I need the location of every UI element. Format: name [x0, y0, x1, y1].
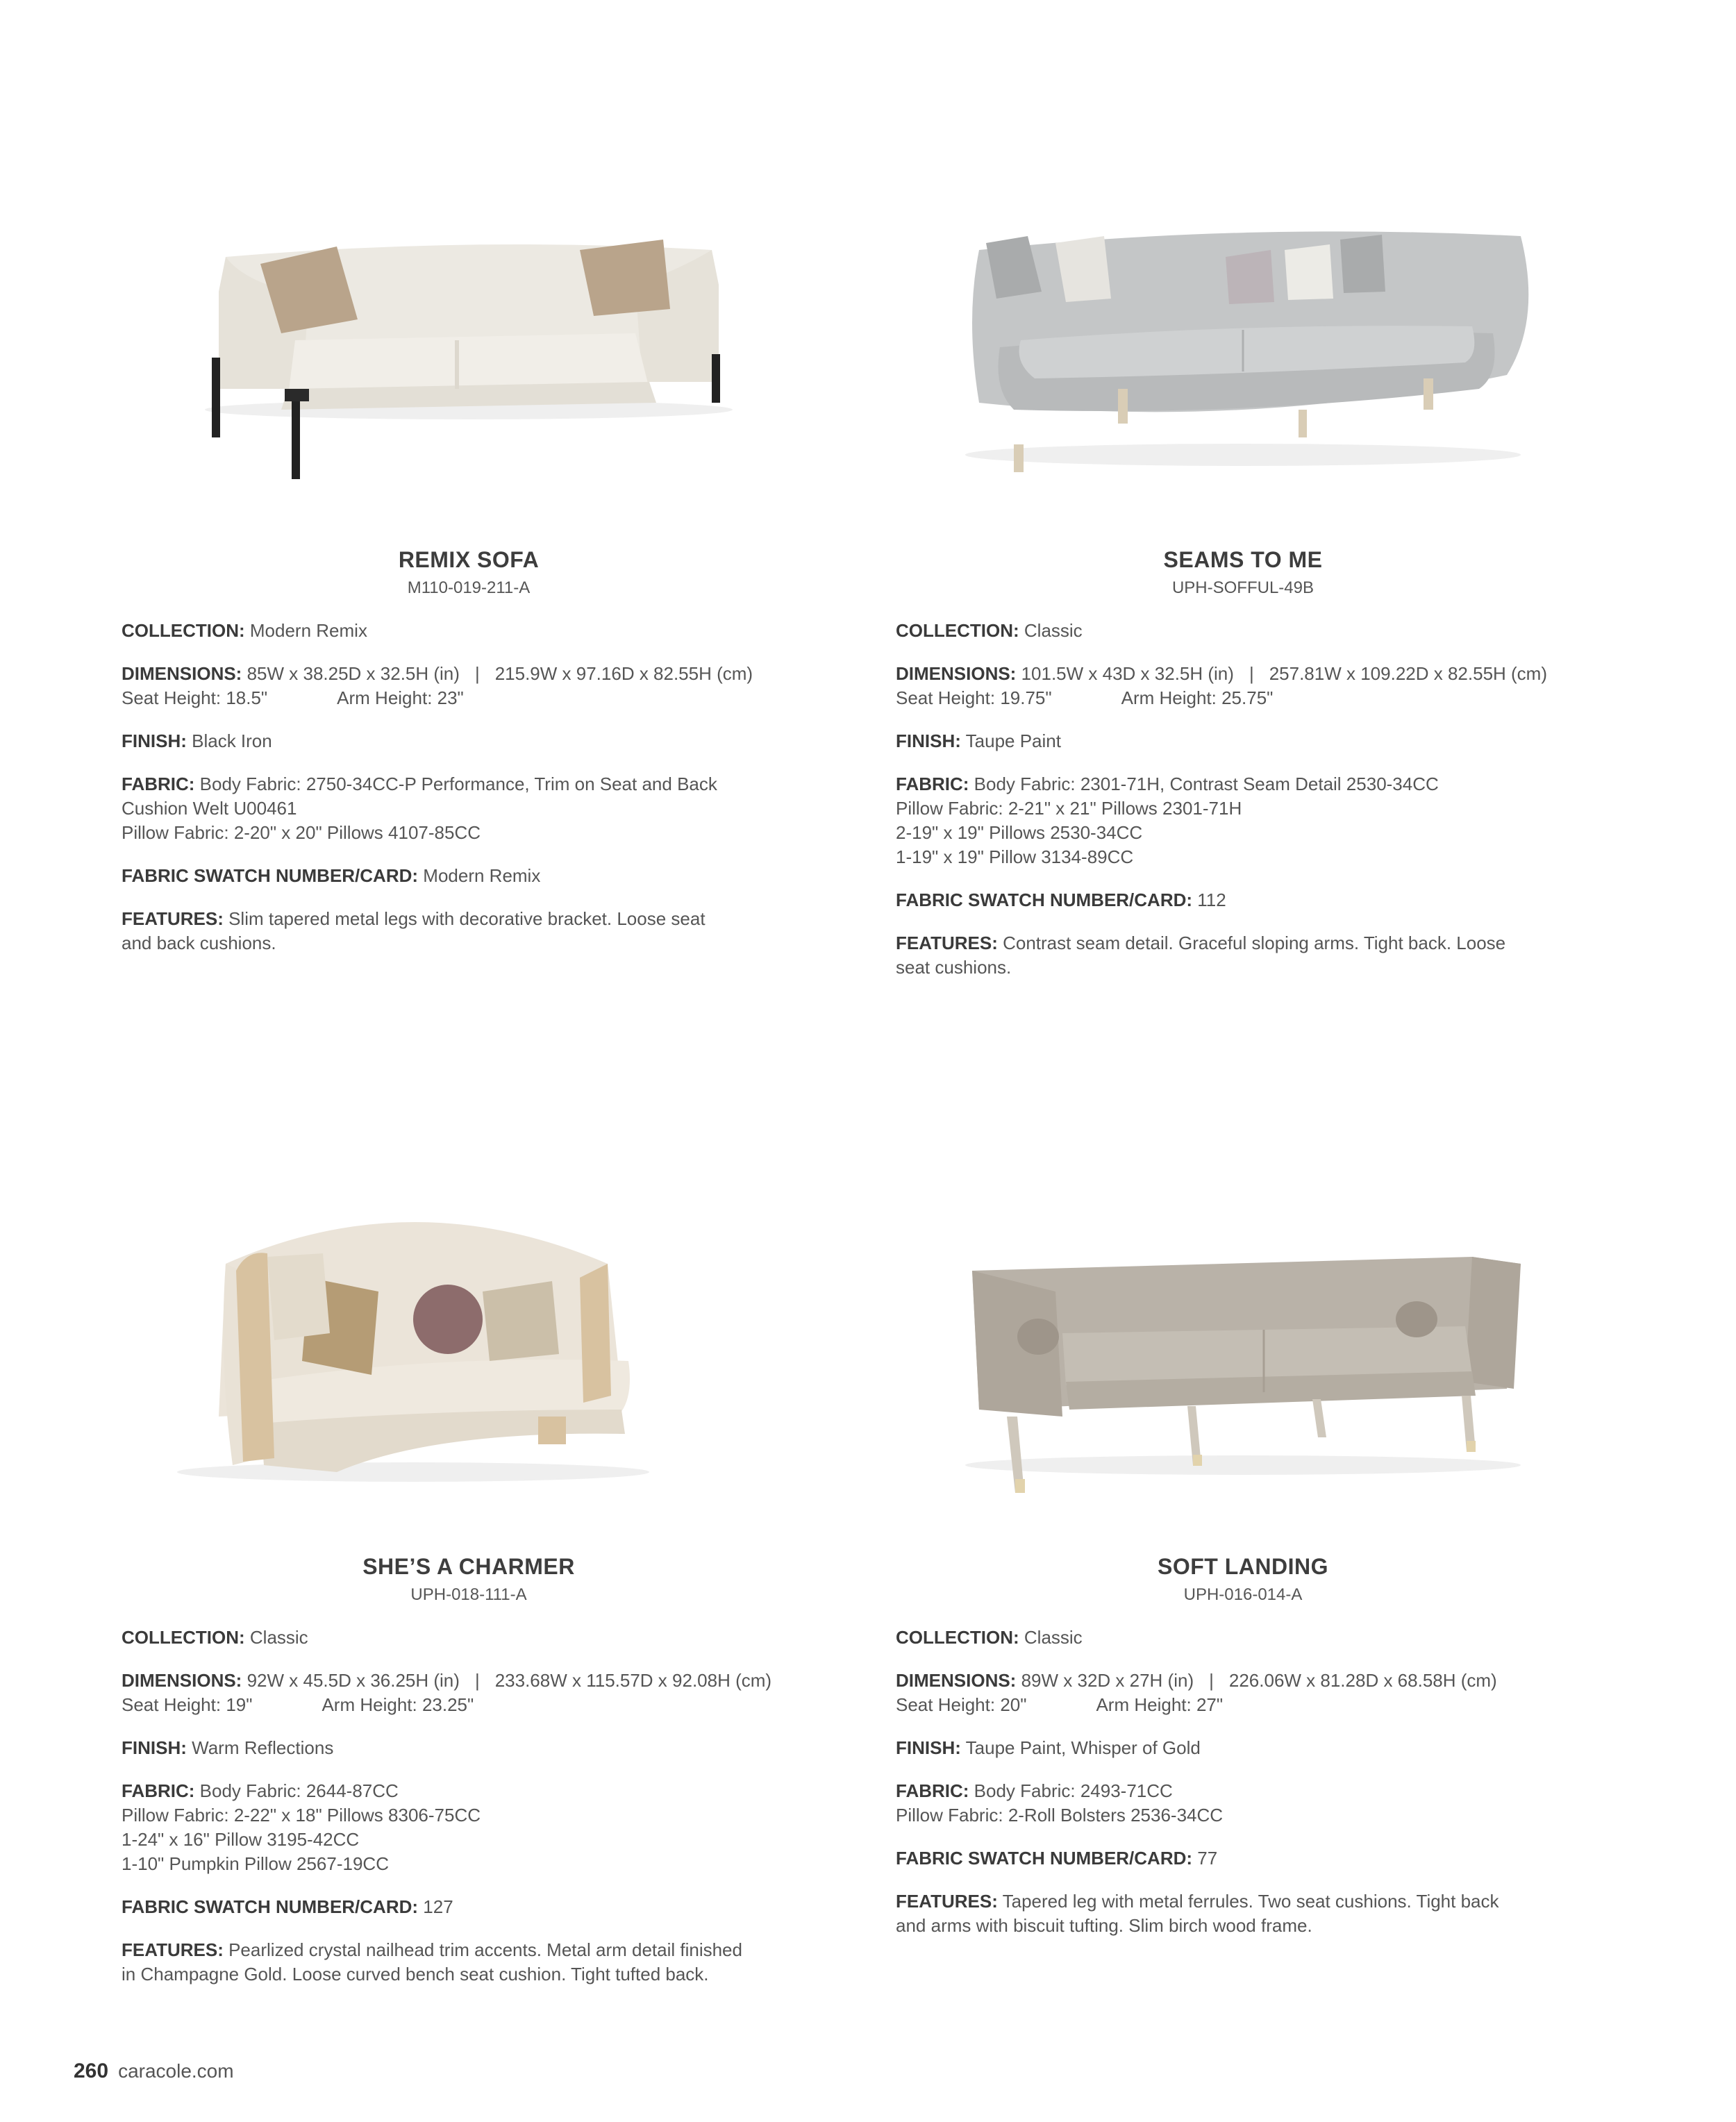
- page-footer: [74, 2060, 234, 2083]
- product-seams-to-me: [896, 181, 1590, 980]
- spec-features: FEATURES: Slim tapered metal legs with decorative bracket. Loose seat and back cushions.: [122, 908, 706, 953]
- spec-swatch: FABRIC SWATCH NUMBER/CARD: 127: [122, 1896, 453, 1917]
- spec-finish: FINISH: Warm Reflections: [122, 1737, 334, 1758]
- product-title: SOFT LANDING: [1158, 1554, 1328, 1579]
- spec-dimensions: DIMENSIONS: 101.5W x 43D x 32.5H (in) | 257.81W x 109.22D x 82.55H (cm) Seat Height: 19.75" Arm Height: 25.75": [896, 663, 1547, 708]
- spec-fabric: FABRIC: Body Fabric: 2644-87CC Pillow Fabric: 2-22" x 18" Pillows 8306-75CC 1-24" x 16" Pillow 3195-42CC 1-10" Pumpkin Pillow 2567-19CC: [122, 1780, 481, 1874]
- website-link[interactable]: caracole.com: [118, 2060, 234, 2082]
- spec-finish: FINISH: Taupe Paint, Whisper of Gold: [896, 1737, 1201, 1758]
- product-image: [896, 181, 1590, 500]
- spec-fabric: FABRIC: Body Fabric: 2493-71CC Pillow Fabric: 2-Roll Bolsters 2536-34CC: [896, 1780, 1224, 1826]
- product-shes-a-charmer: [122, 1187, 816, 1987]
- spec-dimensions: DIMENSIONS: 85W x 38.25D x 32.5H (in) | 215.9W x 97.16D x 82.55H (cm) Seat Height: 18.5" Arm Height: 23": [122, 663, 753, 708]
- product-image: [122, 1187, 816, 1507]
- product-title: SEAMS TO ME: [1163, 547, 1323, 572]
- product-title: REMIX SOFA: [398, 547, 540, 572]
- spec-features: FEATURES: Contrast seam detail. Graceful sloping arms. Tight back. Loose seat cushions.: [896, 933, 1506, 978]
- spec-swatch: FABRIC SWATCH NUMBER/CARD: Modern Remix: [122, 865, 541, 886]
- seams-to-me-image: [896, 181, 1590, 500]
- spec-finish: FINISH: Taupe Paint: [896, 730, 1061, 751]
- spec-collection: COLLECTION: Classic: [896, 620, 1083, 641]
- spec-swatch: FABRIC SWATCH NUMBER/CARD: 77: [896, 1848, 1218, 1869]
- spec-features: FEATURES: Tapered leg with metal ferrules. Two seat cushions. Tight back and arms with biscuit tufting. Slim birch wood frame.: [896, 1891, 1499, 1936]
- product-title: SHE’S A CHARMER: [362, 1554, 575, 1579]
- spec-fabric: FABRIC: Body Fabric: 2301-71H, Contrast Seam Detail 2530-34CC Pillow Fabric: 2-21" x 21" Pillows 2301-71H 2-19" x 19" Pillows 2530-34CC 1-19" x 19" Pillow 3134-89CC: [896, 774, 1439, 867]
- product-sku: M110-019-211-A: [407, 578, 531, 597]
- remix-sofa-image: [122, 181, 816, 500]
- spec-collection: COLLECTION: Classic: [122, 1627, 308, 1648]
- soft-landing-image: [896, 1187, 1590, 1507]
- product-soft-landing: [896, 1187, 1590, 1938]
- spec-features: FEATURES: Pearlized crystal nailhead trim accents. Metal arm detail finished in Champagne Gold. Loose curved bench seat cushion. Tight tufted back.: [122, 1939, 742, 1985]
- product-sku: UPH-016-014-A: [1183, 1585, 1303, 1604]
- page-number: 260: [74, 2060, 109, 2082]
- product-image: [896, 1187, 1590, 1507]
- spec-finish: FINISH: Black Iron: [122, 730, 272, 751]
- shes-a-charmer-image: [122, 1187, 816, 1507]
- product-image: [122, 181, 816, 500]
- spec-dimensions: DIMENSIONS: 89W x 32D x 27H (in) | 226.06W x 81.28D x 68.58H (cm) Seat Height: 20" Arm Height: 27": [896, 1670, 1497, 1715]
- product-sku: UPH-SOFFUL-49B: [1171, 578, 1314, 597]
- product-remix-sofa: [122, 181, 816, 955]
- product-sku: UPH-018-111-A: [410, 1585, 527, 1604]
- spec-fabric: FABRIC: Body Fabric: 2750-34CC-P Performance, Trim on Seat and Back Cushion Welt U00461 Pillow Fabric: 2-20" x 20" Pillows 4107-85CC: [122, 774, 717, 843]
- spec-dimensions: DIMENSIONS: 92W x 45.5D x 36.25H (in) | 233.68W x 115.57D x 92.08H (cm) Seat Height: 19" Arm Height: 23.25": [122, 1670, 772, 1715]
- spec-swatch: FABRIC SWATCH NUMBER/CARD: 112: [896, 889, 1226, 910]
- spec-collection: COLLECTION: Modern Remix: [122, 620, 367, 641]
- spec-collection: COLLECTION: Classic: [896, 1627, 1083, 1648]
